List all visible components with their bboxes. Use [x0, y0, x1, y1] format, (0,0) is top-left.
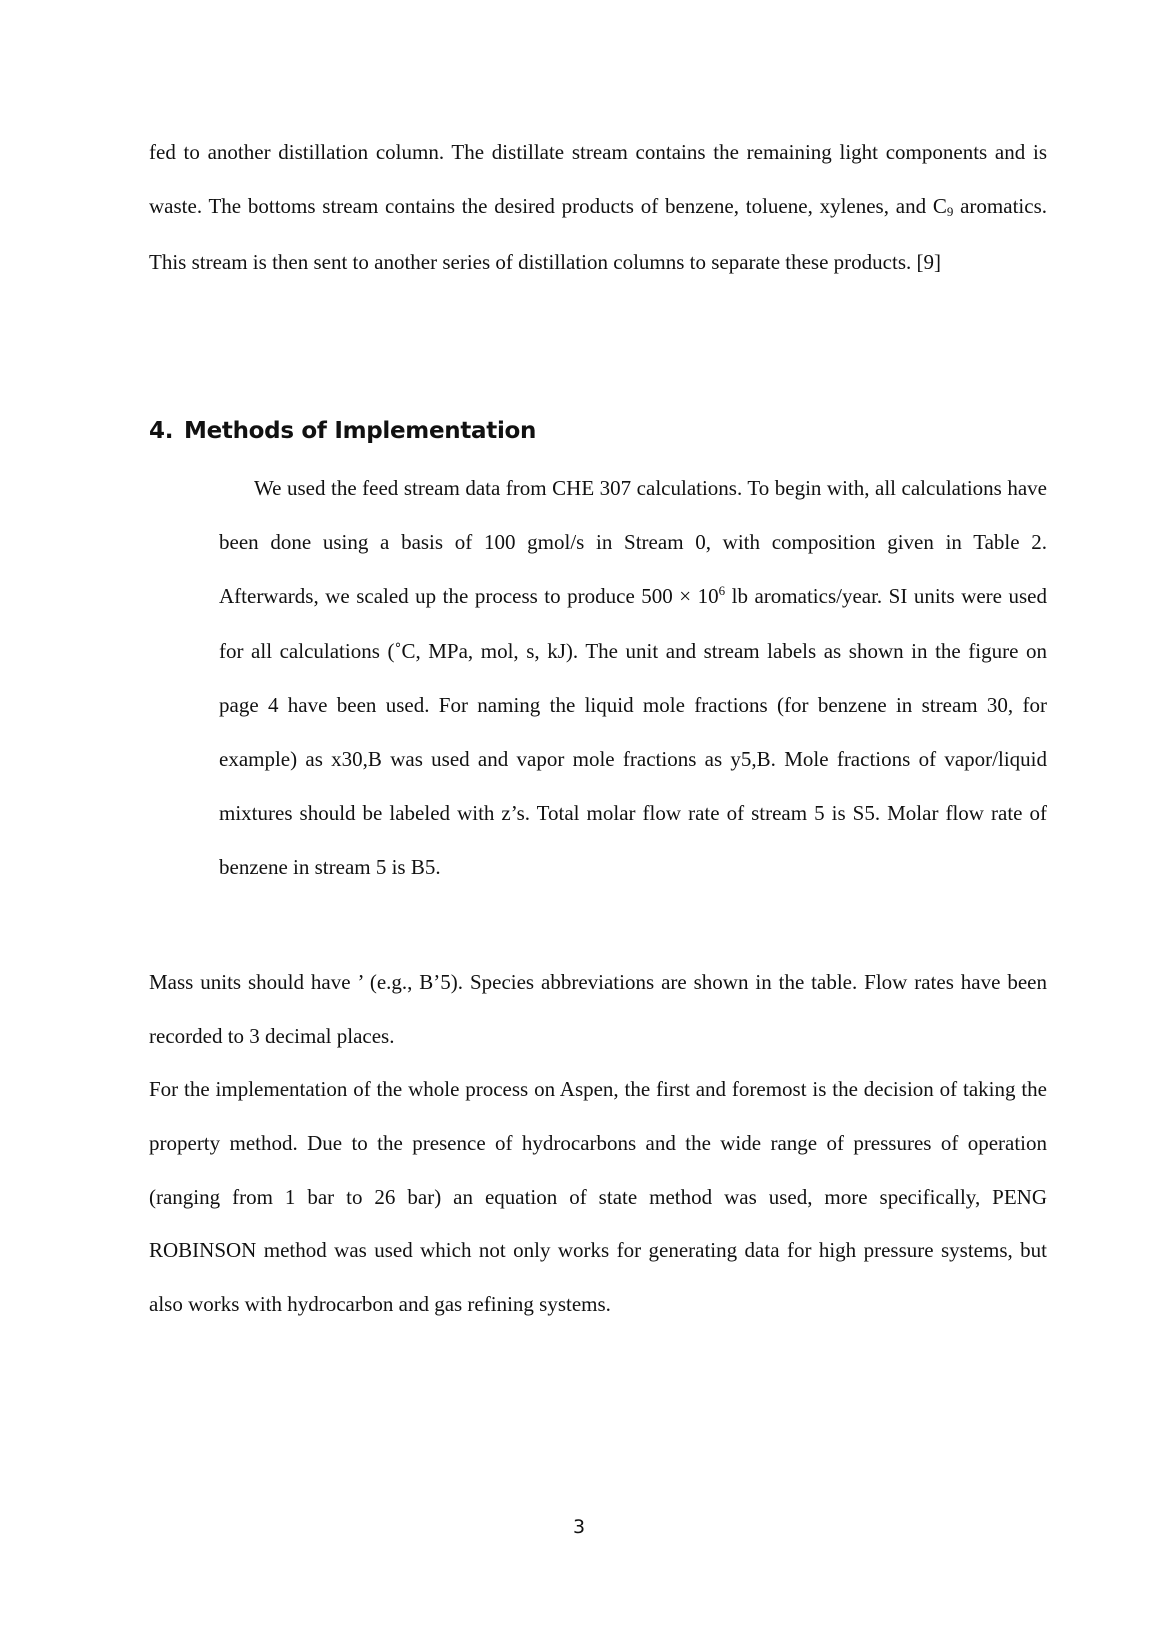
- paragraph-feed-stream: [219, 462, 1047, 894]
- paragraph-property-method: For the implementation of the whole process on Aspen, the first and foremost is the decision of taking the property method. Due to the presence of hydrocarbons and the wide range of pressures of operation (ranging from 1 bar to 26 bar) an equation of state method was used, more specifically, PENG ROBINSON method was used which not only works for generating data for high pressure systems, but also works with hydrocarbon and gas refining systems.: [149, 1077, 1047, 1317]
- c9-subscript: 9: [946, 203, 954, 219]
- paragraph-distillation-text-1: fed to another distillation column. The distillate stream contains the remaining light components and is waste. The bottoms stream contains the desired products of benzene, toluene, xylenes, and C: [149, 140, 1047, 218]
- section-number: 4.: [149, 418, 174, 444]
- paragraph-feed-stream-text-1: We used the feed stream data from CHE 307 calculations. To begin with, all calculations have been done using a basis of 100 gmol/s in Stream 0, with composition given in Table 2. Afterwards, we scaled up the process to produce 500 × 10: [219, 476, 1047, 608]
- paragraph-distillation: [149, 126, 1047, 289]
- exponent-superscript: 6: [718, 582, 726, 598]
- paragraph-distillation-text-2: aromatics. This stream is then sent to another series of distillation columns to separate these products. [9]: [149, 193, 1047, 274]
- page-number: 3: [572, 1516, 586, 1538]
- paragraph-mass-units: Mass units should have ’ (e.g., B’5). Species abbreviations are shown in the table. Flow rates have been recorded to 3 decimal places.: [149, 970, 1047, 1048]
- section-heading: [149, 416, 536, 446]
- paragraph-feed-stream-text-2: lb aromatics/year. SI units were used for all calculations (˚C, MPa, mol, s, kJ). The unit and stream labels as shown in the figure on page 4 have been used. For naming the liquid mole fractions (for benzene in stream 30, for example) as x30,B was used and vapor mole fractions as y5,B. Mole fractions of vapor/liquid mixtures should be labeled with z’s. Total molar flow rate of stream 5 is S5. Molar flow rate of benzene in stream 5 is B5.: [219, 583, 1047, 879]
- section-title: Methods of Implementation: [184, 418, 537, 444]
